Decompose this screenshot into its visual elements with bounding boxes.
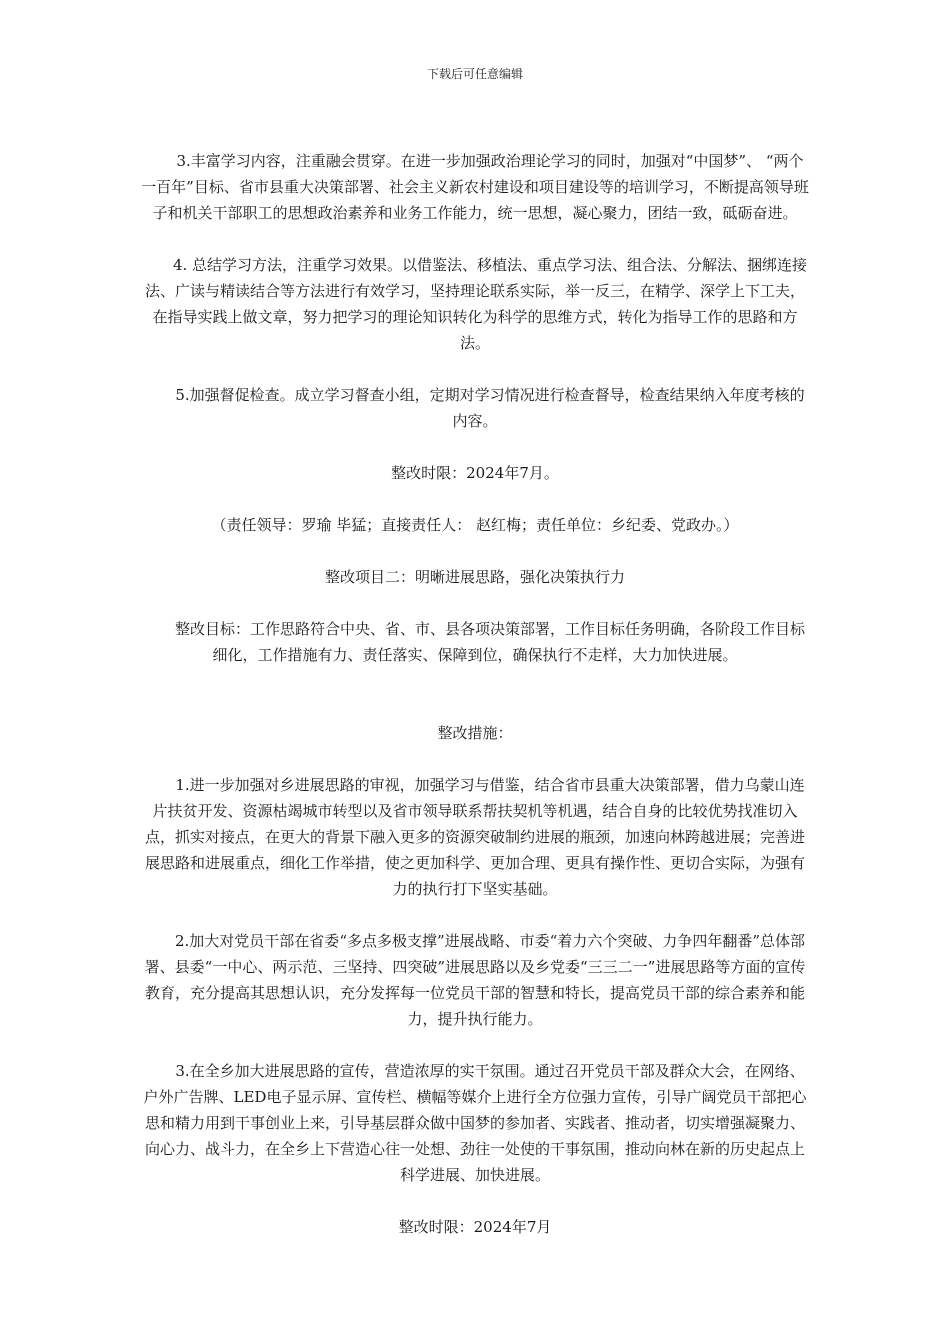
measure-3: 3.在全乡加大进展思路的宣传，营造浓厚的实干氛围。通过召开党员干部及群众大会，在网络、户外广告牌、LED电子显示屏、宣传栏、横幅等媒介上进行全方位强力宣传，引导广阔党员干部把心思和精力用到干事创业上来，引导基层群众做中国梦的参加者、实践者、推动者，切实增强凝聚力、向心力、战斗力，在全乡上下营造心往一处想、劲往一处使的干事氛围，推动向林在新的历史起点上科学进展、加快进展。 xyxy=(143,1062,807,1184)
paragraph-supervision: 5.加强督促检查。成立学习督查小组，定期对学习情况进行检查督导，检查结果纳入年度考核的内容。 xyxy=(175,386,805,430)
deadline-2: 整改时限：2024年7月 xyxy=(398,1218,552,1236)
measures-title: 整改措施： xyxy=(437,724,513,742)
header-note: 下载后可任意编辑 xyxy=(426,67,523,81)
deadline-1: 整改时限：2024年7月。 xyxy=(391,464,559,482)
paragraph-study-content: 3.丰富学习内容，注重融会贯穿。在进一步加强政治理论学习的同时，加强对“中国梦”、 “两个一百年”目标、省市县重大决策部署、社会主义新农村建设和项目建设等的培训学习，不断提高领导班子和机关干部职工的思想政治素养和业务工作能力，统一思想，凝心聚力，团结一致，砥砺奋进。 xyxy=(141,152,809,222)
project-2-goal: 整改目标：工作思路符合中央、省、市、县各项决策部署，工作目标任务明确，各阶段工作目标细化，工作措施有力、责任落实、保障到位，确保执行不走样，大力加快进展。 xyxy=(174,620,805,664)
responsibility-line: （责任领导：罗瑜 毕猛；直接责任人： 赵红梅；责任单位：乡纪委、党政办。） xyxy=(211,516,739,534)
paragraph-study-method: 4. 总结学习方法，注重学习效果。以借鉴法、移植法、重点学习法、组合法、分解法、捆绑连接法、广读与精读结合等方法进行有效学习，坚持理论联系实际，举一反三，在精学、深学上下工夫，在指导实践上做文章，努力把学习的理论知识转化为科学的思维方式，转化为指导工作的思路和方法。 xyxy=(144,256,808,352)
project-2-title: 整改项目二：明晰进展思路，强化决策执行力 xyxy=(324,568,625,586)
measure-2: 2.加大对党员干部在省委“多点多极支撑”进展战略、市委“着力六个突破、力争四年翻番”总体部署、县委“一中心、两示范、三坚持、四突破”进展思路以及乡党委“三三二一”进展思路等方面的宣传教育，充分提高其思想认识，充分发挥每一位党员干部的智慧和特长，提高党员干部的综合素养和能力，提升执行能力。 xyxy=(144,932,806,1028)
measure-1: 1.进一步加强对乡进展思路的审视，加强学习与借鉴，结合省市县重大决策部署，借力乌蒙山连片扶贫开发、资源枯竭城市转型以及省市领导联系帮扶契机等机遇，结合自身的比较优势找准切入点，抓实对接点，在更大的背景下融入更多的资源突破制约进展的瓶颈，加速向林跨越进展；完善进展思路和进展重点，细化工作举措，使之更加科学、更加合理、更具有操作性、更切合实际，为强有力的执行打下坚实基础。 xyxy=(144,776,805,898)
document-body xyxy=(140,148,810,1266)
